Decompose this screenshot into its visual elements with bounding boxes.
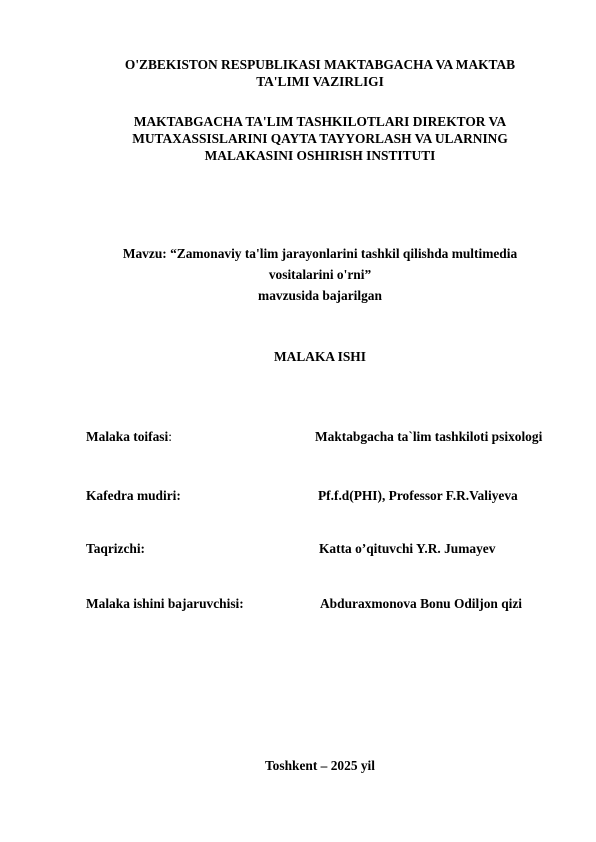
detail-label: Taqrizchi:	[86, 541, 146, 556]
detail-value: Katta o’qituvchi Y.R. Jumayev	[319, 541, 496, 556]
detail-label-colon: :	[168, 429, 172, 444]
work-title: MALAKA ISHI	[274, 349, 366, 364]
topic-block	[60, 243, 580, 306]
ministry-name	[60, 56, 580, 90]
institute-line-3: MALAKASINI OSHIRISH INSTITUTI	[204, 148, 436, 163]
topic-line-3: mavzusida bajarilgan	[258, 288, 382, 303]
city-year: Toshkent – 2025 yil	[264, 758, 375, 773]
topic-line-2: vositalarini o'rni”	[268, 267, 372, 282]
detail-label: Kafedra mudiri:	[86, 488, 181, 503]
detail-label-text: Malaka toifasi	[86, 429, 169, 444]
ministry-line-1: O'ZBEKISTON RESPUBLIKASI MAKTABGACHA VA MAKTAB	[124, 57, 516, 72]
institute-line-2: MUTAXASSISLARINI QAYTA TAYYORLASH VA ULARNING	[132, 131, 508, 146]
detail-label: Malaka ishini bajaruvchisi:	[86, 596, 244, 611]
ministry-line-2: TA'LIMI VAZIRLIGI	[256, 74, 384, 89]
institute-line-1: MAKTABGACHA TA'LIM TASHKILOTLARI DIREKTOR VA	[133, 114, 507, 129]
detail-value: Maktabgacha ta`lim tashkiloti psixologi	[315, 429, 543, 444]
detail-value: Abduraxmonova Bonu Odiljon qizi	[320, 596, 523, 611]
institute-name	[60, 113, 580, 164]
detail-value: Pf.f.d(PHI), Professor F.R.Valiyeva	[318, 488, 518, 503]
topic-line-1: Mavzu: “Zamonaviy ta'lim jarayonlarini tashkil qilishda multimedia	[122, 246, 518, 261]
detail-label	[86, 428, 172, 445]
